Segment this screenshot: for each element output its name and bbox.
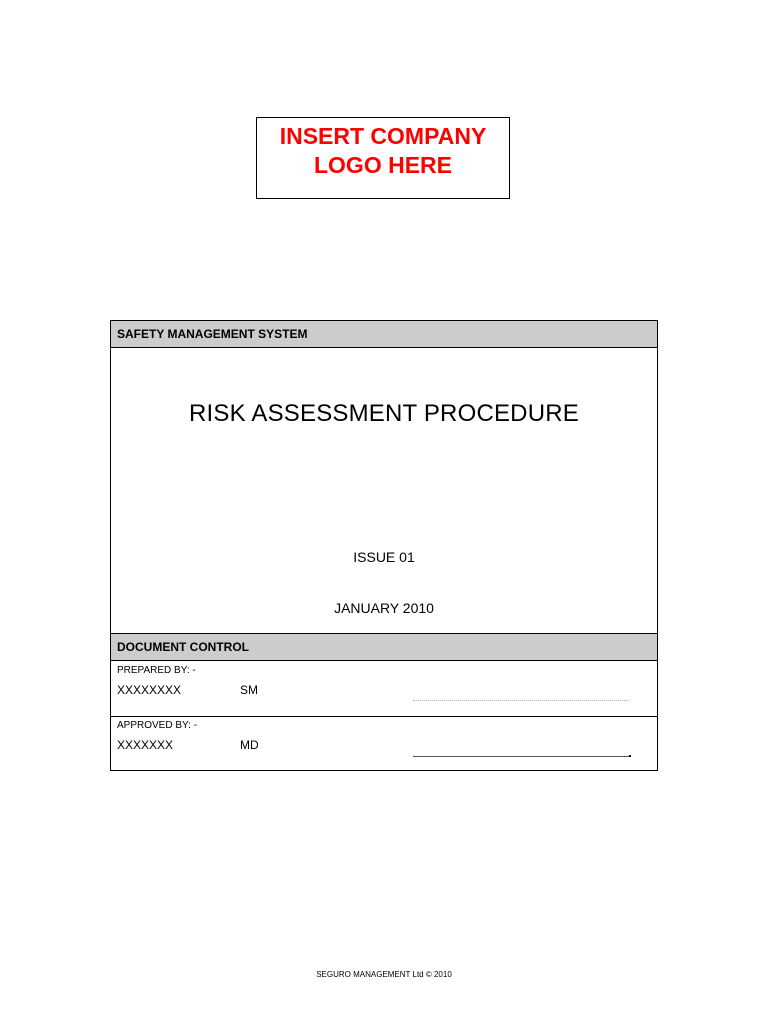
approved-by-row bbox=[111, 716, 657, 771]
approved-by-signature-line bbox=[413, 756, 629, 757]
approved-by-name: XXXXXXX bbox=[117, 738, 174, 752]
document-cover-table bbox=[110, 320, 658, 771]
document-control-header: DOCUMENT CONTROL bbox=[111, 633, 657, 661]
approved-by-role: MD bbox=[240, 738, 259, 752]
approved-by-label: APPROVED BY: - bbox=[117, 720, 198, 731]
document-title: RISK ASSESSMENT PROCEDURE bbox=[189, 400, 579, 427]
logo-placeholder-line-2: LOGO HERE bbox=[313, 152, 452, 178]
logo-placeholder-line-1: INSERT COMPANY bbox=[279, 123, 487, 149]
safety-management-system-header: SAFETY MANAGEMENT SYSTEM bbox=[111, 321, 657, 348]
prepared-by-row bbox=[111, 661, 657, 717]
prepared-by-signature-line bbox=[413, 700, 629, 701]
prepared-by-name: XXXXXXXX bbox=[117, 683, 182, 697]
issue-number: ISSUE 01 bbox=[353, 549, 415, 565]
prepared-by-role: SM bbox=[240, 683, 258, 697]
page-footer: SEGURO MANAGEMENT Ltd © 2010 bbox=[316, 970, 452, 979]
issue-date: JANUARY 2010 bbox=[334, 600, 434, 616]
company-logo-placeholder bbox=[256, 117, 510, 199]
prepared-by-label: PREPARED BY: - bbox=[117, 665, 196, 676]
